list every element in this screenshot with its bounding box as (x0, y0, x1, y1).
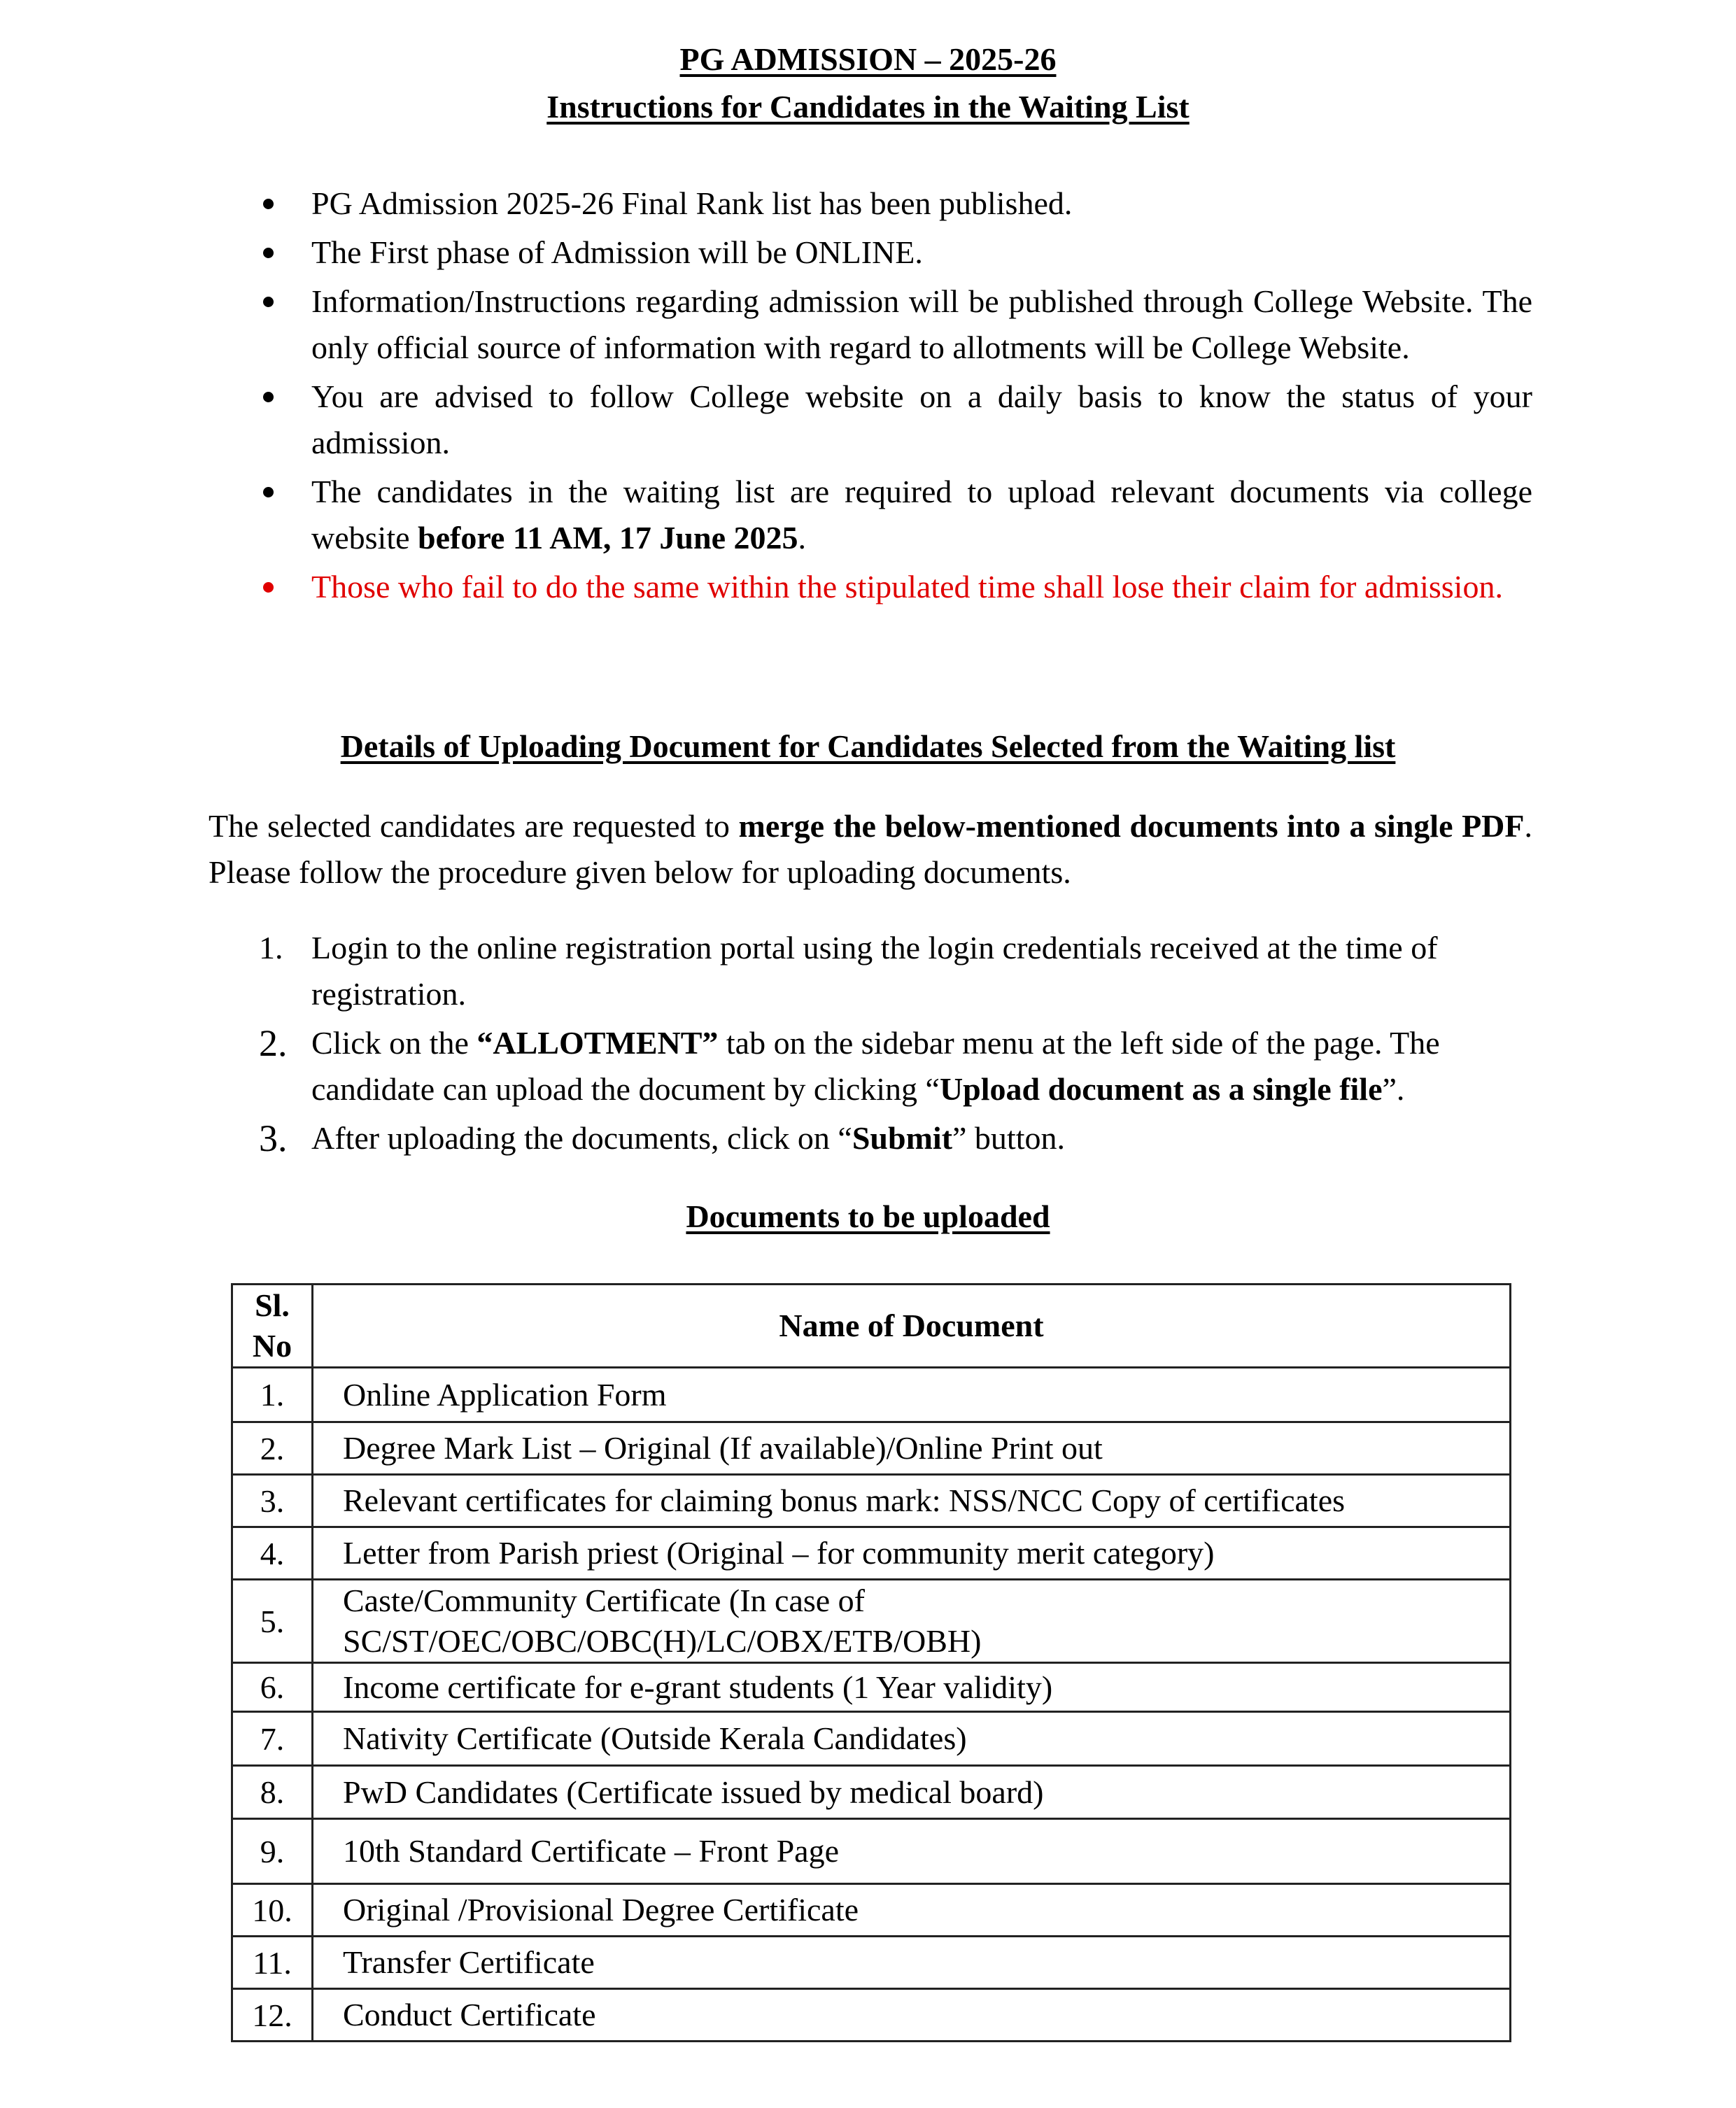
table-row: 6. Income certificate for e-grant students (1 Year validity) (232, 1663, 1511, 1712)
instruction-item: Information/Instructions regarding admission will be published through College Website. The only official source of information with regard to allotments will be College Website. (259, 278, 1532, 371)
upload-section-heading: Details of Uploading Document for Candidates Selected from the Waiting list (340, 728, 1396, 764)
table-header-row (232, 1285, 1511, 1368)
table-row: 11. Transfer Certificate (232, 1937, 1511, 1989)
bullet-icon (263, 199, 274, 209)
table-row: 9. 10th Standard Certificate – Front Page (232, 1819, 1511, 1884)
table-row: 2. Degree Mark List – Original (If available)/Online Print out (232, 1422, 1511, 1475)
table-row: 1. Online Application Form (232, 1368, 1511, 1422)
table-row: 12. Conduct Certificate (232, 1989, 1511, 2042)
bullet-icon (263, 392, 274, 402)
table-row: 4. Letter from Parish priest (Original – for community merit category) (232, 1527, 1511, 1580)
instructions-list (259, 181, 1532, 613)
deadline-text: before 11 AM, 17 June 2025 (418, 520, 798, 556)
documents-table (231, 1283, 1511, 2042)
instruction-item: You are advised to follow College website on a daily basis to know the status of your admission. (259, 374, 1532, 466)
bullet-icon (263, 487, 274, 497)
bullet-icon (263, 297, 274, 307)
column-header-name: Name of Document (313, 1285, 1511, 1368)
table-row: 7. Nativity Certificate (Outside Kerala Candidates) (232, 1712, 1511, 1766)
page-subtitle: Instructions for Candidates in the Waiting List (546, 89, 1190, 125)
bullet-icon (263, 582, 274, 593)
instruction-item-deadline: The candidates in the waiting list are required to upload relevant documents via college website before 11 AM, 17 June 2025. (259, 469, 1532, 561)
step-item: 2. Click on the “ALLOTMENT” tab on the sidebar menu at the left side of the page. The candidate can upload the document by clicking “Upload document as a single file”. (259, 1022, 1440, 1107)
column-header-sl-no: Sl. No (232, 1285, 313, 1368)
step-item: 3. After uploading the documents, click on “Submit” button. (259, 1117, 1065, 1159)
bullet-icon (263, 248, 274, 258)
documents-heading: Documents to be uploaded (686, 1198, 1050, 1234)
table-row: 3. Relevant certificates for claiming bonus mark: NSS/NCC Copy of certificates (232, 1475, 1511, 1527)
upload-steps-list (259, 925, 1532, 1164)
step-item: 1. Login to the online registration portal using the login credentials received at the time of registration. (259, 930, 1438, 1012)
instruction-item: The First phase of Admission will be ONLINE. (259, 229, 1532, 276)
table-row: 5. Caste/Community Certificate (In case of SC/ST/OEC/OBC/OBC(H)/LC/OBX/ETB/OBH) (232, 1580, 1511, 1663)
instruction-item: PG Admission 2025-26 Final Rank list has been published. (259, 181, 1532, 227)
upload-intro-paragraph: The selected candidates are requested to merge the below-mentioned documents into a single PDF. Please follow the procedure given below for uploading documents. (209, 808, 1533, 890)
page-title: PG ADMISSION – 2025-26 (679, 41, 1057, 77)
table-row: 10. Original /Provisional Degree Certificate (232, 1884, 1511, 1937)
instruction-item-warning: Those who fail to do the same within the stipulated time shall lose their claim for admission. (259, 564, 1532, 610)
table-row: 8. PwD Candidates (Certificate issued by medical board) (232, 1766, 1511, 1819)
